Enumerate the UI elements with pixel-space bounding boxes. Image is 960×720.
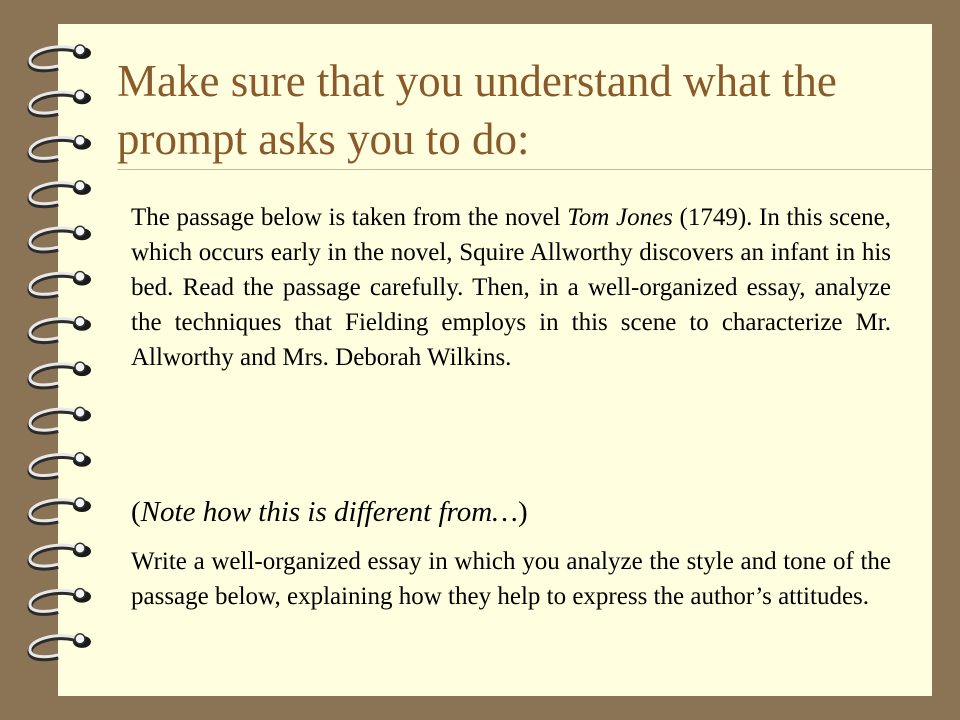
spiral-ring-icon [30,226,91,251]
spiral-ring-icon [30,272,91,297]
spiral-ring-icon [30,317,91,342]
spiral-ring-icon [30,136,91,161]
novel-title: Tom Jones [567,204,673,231]
title-divider [117,169,932,170]
spiral-ring-icon [30,181,91,206]
spiral-binding-icon [0,0,120,720]
note-line [131,494,891,530]
spiral-ring-icon [30,45,91,70]
spiral-ring-icon [30,589,91,614]
note-text: Note how this is different from… [140,496,518,528]
page-title: Make sure that you understand what the prompt asks you to do: [117,56,837,164]
spiral-ring-icon [30,453,91,478]
spiral-ring-icon [30,543,91,568]
note-close-paren: ) [517,496,528,528]
prompt-paragraph-style-tone: Write a well-organized essay in which you analyze the style and tone of the passage below, explaining how they help to express the author’s attitudes. [131,548,891,610]
spiral-ring-icon [30,362,91,387]
spiral-ring-icon [30,634,91,659]
prompt-paragraph-tom-jones [131,200,891,478]
note-open-paren: ( [131,496,141,528]
paragraph-text-after: (1749). In this scene, which occurs early in the novel, Squire Allworthy discovers an infant in his bed. Read the passage carefully. Then, in a well-organized essay, analyze the techniques that Fielding employs in this scene to characterize Mr. Allworthy and Mrs. Deborah Wilkins. [131,204,892,371]
spiral-ring-icon [30,407,91,432]
spiral-ring-icon [30,90,91,115]
slide-content [131,200,891,614]
paragraph-text-before: The passage below is taken from the novel [131,204,568,231]
spiral-ring-icon [30,498,91,523]
